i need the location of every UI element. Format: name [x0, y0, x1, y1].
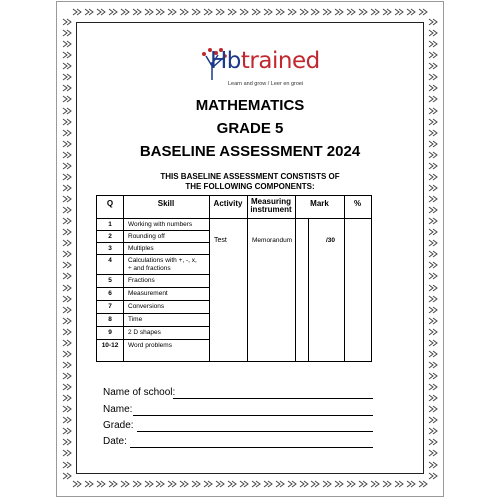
row-skill-line1: Time [128, 316, 143, 323]
row-skill-line1: Calculations with +, -, x, [128, 257, 197, 264]
row-q-number: 5 [108, 277, 112, 284]
right-arrow-border [426, 18, 440, 480]
logo-brand-start: Hb [210, 48, 241, 74]
activity-value: Test [214, 237, 227, 244]
name-field[interactable] [133, 415, 373, 416]
grade-title: GRADE 5 [216, 120, 284, 137]
row-q-number: 6 [108, 290, 112, 297]
row-q-number: 3 [108, 245, 112, 252]
date-field[interactable] [130, 447, 373, 448]
bottom-arrow-border [72, 478, 428, 490]
logo-wordmark [210, 48, 320, 74]
grade-label: Grade: [103, 420, 134, 431]
row-q-number: 2 [108, 233, 112, 240]
row-skill [128, 342, 208, 350]
logo-tagline: Learn and grow / Leer en groei [228, 81, 304, 87]
intro-text [120, 172, 380, 192]
assessment-title: BASELINE ASSESSMENT 2024 [139, 143, 361, 160]
date-label: Date: [103, 436, 127, 447]
components-table [96, 195, 372, 362]
row-q-number: 9 [108, 329, 112, 336]
header-q: Q [106, 199, 114, 208]
name-label: Name: [103, 404, 133, 415]
row-q-number: 1 [108, 221, 112, 228]
intro-line-1: THIS BASELINE ASSESSMENT CONSTISTS OF [160, 172, 340, 181]
row-skill [128, 277, 208, 285]
row-q-number: 8 [108, 316, 112, 323]
row-skill [128, 233, 208, 241]
logo-brand-end: trained [240, 48, 320, 74]
header-measuring-line1: Measuring [250, 197, 291, 206]
row-skill [128, 303, 208, 311]
hbtrained-logo [190, 48, 320, 98]
school-field[interactable] [173, 398, 373, 399]
mark-value: /30 [326, 237, 336, 244]
row-skill [128, 245, 208, 253]
school-label: Name of school: [103, 387, 176, 398]
row-skill-line1: Multiples [128, 245, 154, 252]
header-percent: % [353, 199, 362, 208]
top-arrow-border [72, 6, 428, 18]
row-skill-line1: 2 D shapes [128, 329, 161, 336]
row-skill-line1: Rounding off [128, 233, 165, 240]
row-q-number: 7 [108, 303, 112, 310]
row-skill-line1: Working with numbers [128, 221, 193, 228]
header-activity: Activity [213, 199, 243, 208]
row-skill-line1: Fractions [128, 277, 155, 284]
row-skill [128, 290, 208, 298]
header-measuring-instrument [247, 198, 295, 214]
row-skill [128, 316, 208, 324]
row-q-number: 10-12 [101, 342, 119, 349]
row-skill [128, 329, 208, 337]
left-arrow-border [60, 18, 74, 480]
row-skill [128, 221, 208, 229]
header-measuring-line2: instrument [250, 205, 292, 214]
row-skill-line1: Word problems [128, 342, 172, 349]
instrument-value: Memorandum [252, 237, 293, 244]
row-skill-line1: Conversions [128, 303, 165, 310]
row-q-number: 4 [108, 257, 112, 264]
header-mark: Mark [310, 199, 329, 208]
row-skill [128, 257, 208, 273]
grade-field[interactable] [137, 431, 373, 432]
intro-line-2: THE FOLLOWING COMPONENTS: [185, 182, 315, 191]
subject-title: MATHEMATICS [195, 97, 305, 114]
row-skill-line1: Measurement [128, 290, 168, 297]
header-skill: Skill [157, 199, 175, 208]
row-skill-line2: ÷ and fractions [128, 265, 171, 272]
